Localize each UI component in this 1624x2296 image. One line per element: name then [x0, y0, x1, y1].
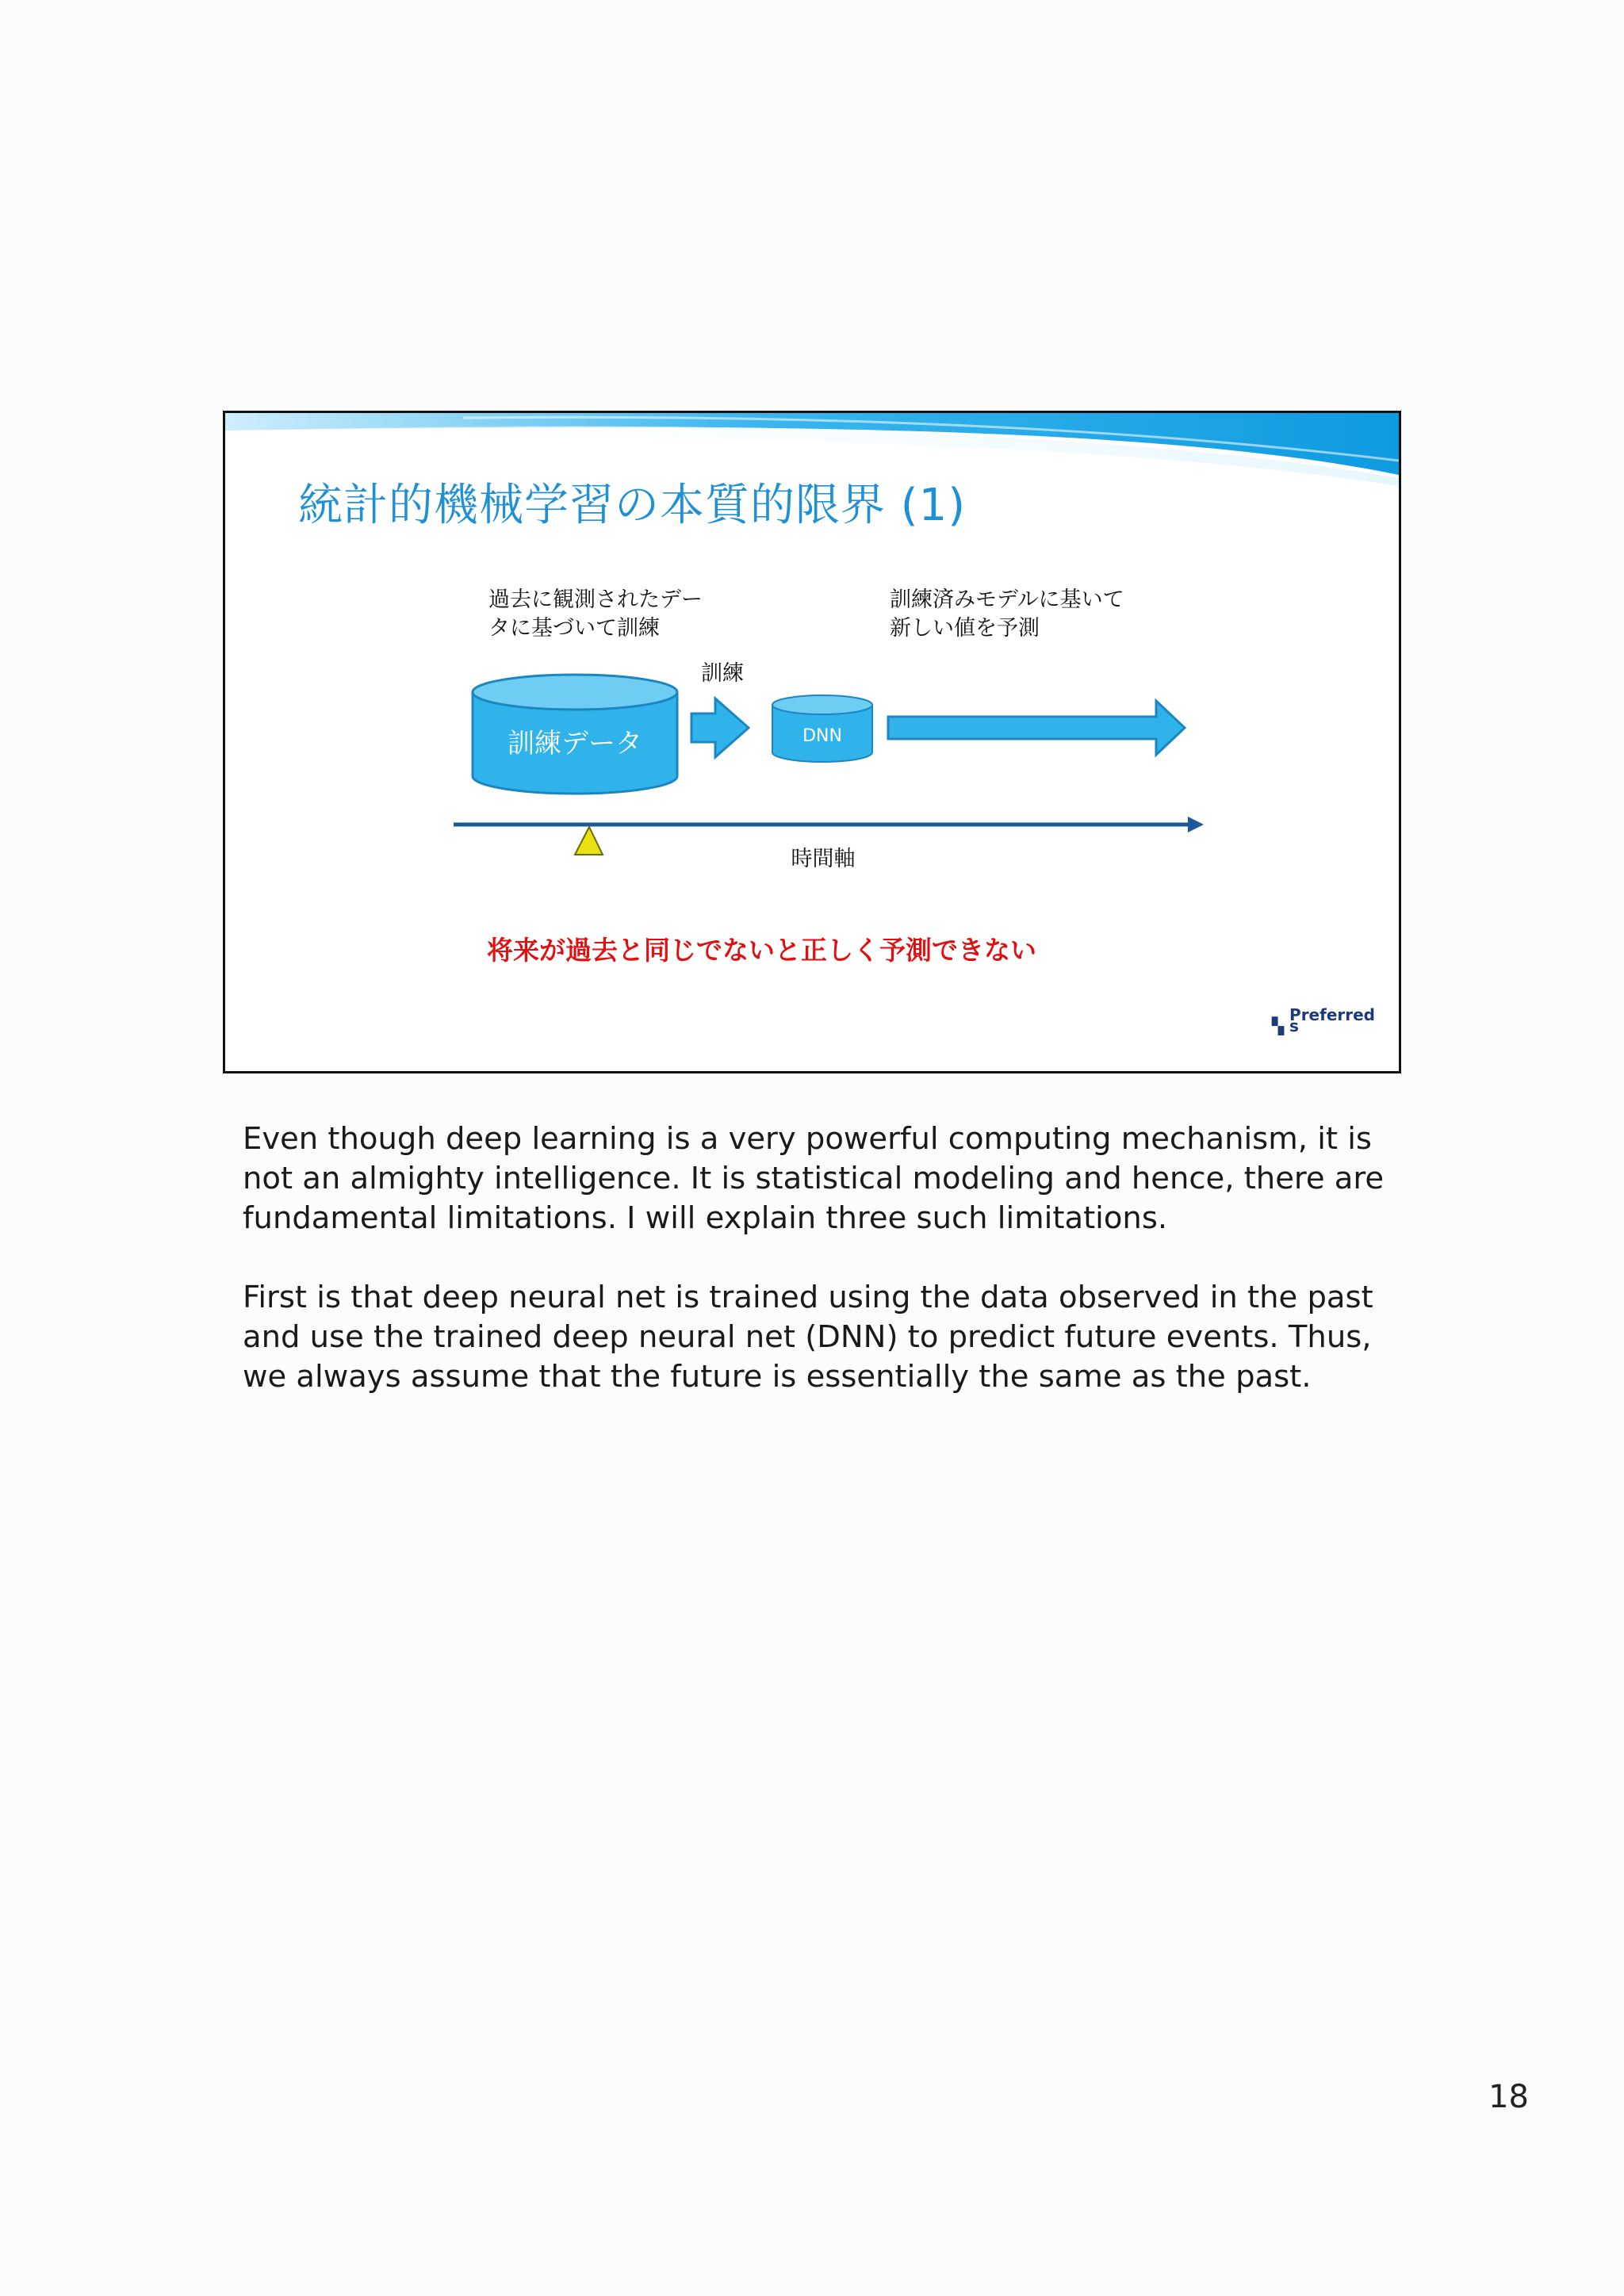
training-data-cylinder [473, 675, 677, 794]
notes-paragraph: First is that deep neural net is trained using the data observed in the past and use the trained deep neural net (DNN) to predict future events. Thus, we always assume that the future is essentially the same as the past. [243, 1280, 1373, 1395]
warning-text: 将来が過去と同じでないと正しく予測できない [487, 935, 1036, 966]
dnn-cylinder [772, 695, 872, 762]
training-arrow [691, 698, 749, 757]
present-time-marker [575, 827, 603, 855]
training-arrow-label: 訓練 [701, 661, 744, 686]
time-axis-label: 時間軸 [791, 847, 856, 871]
page-number: 18 [1488, 2079, 1529, 2115]
prediction-arrow [888, 701, 1185, 755]
training-data-label: 訓練データ [508, 728, 642, 760]
time-axis [454, 817, 1204, 832]
slide [223, 411, 1401, 1073]
company-logo [1271, 1005, 1375, 1035]
slide-title: 統計的機械学習の本質的限界 (1) [298, 480, 967, 531]
logo-text: Preferred s [1289, 1005, 1375, 1035]
dnn-label: DNN [802, 726, 842, 746]
training-diagram [225, 413, 1399, 1071]
notes-paragraph: Even though deep learning is a very powerful computing mechanism, it is not an almighty intelligence. It is statistical modeling and hence, there are fundamental limitations. I will explain three such limitations. [243, 1121, 1385, 1236]
speaker-notes [243, 1119, 1392, 1437]
logo-mark-icon: ▚ [1271, 1016, 1290, 1035]
caption-past-data: 過去に観測されたデー タに基づいて訓練 [488, 587, 703, 641]
caption-future-prediction: 訓練済みモデルに基いて 新しい値を予測 [890, 587, 1124, 641]
